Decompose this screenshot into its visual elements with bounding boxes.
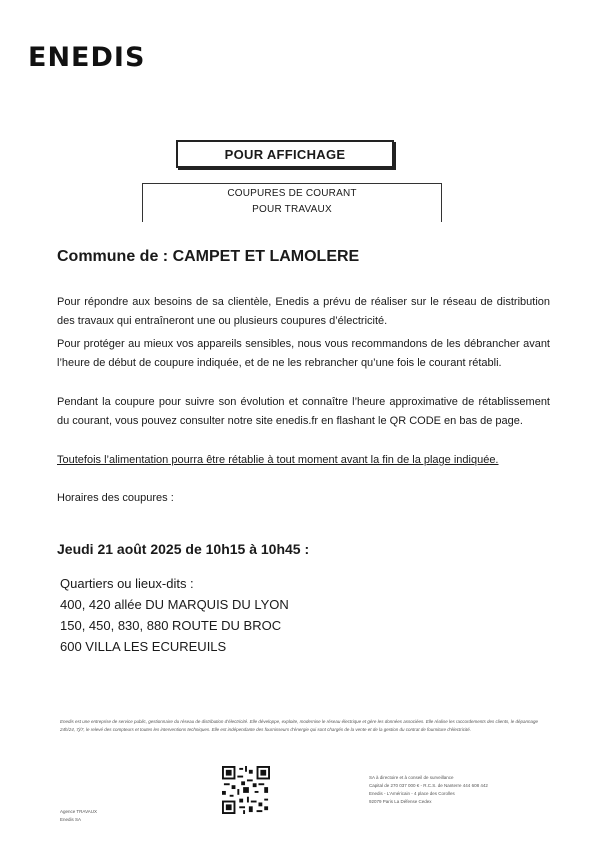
list-item: 400, 420 allée DU MARQUIS DU LYON	[60, 597, 289, 612]
paragraph-protect: Pour protéger au mieux vos appareils sensibles, nous vous recommandons de les débrancher avant l’heure de début de coupure indiquée, et de ne les rebrancher qu’une fois le courant rétabli.	[57, 338, 550, 369]
quartiers-list	[60, 573, 289, 657]
footer-right-line-4: 92079 Paris La Défense Cedex	[369, 799, 432, 804]
enedis-logo: ENEDIS	[28, 42, 146, 73]
footer-left-line-1: Agence TRAVAUX	[60, 809, 98, 814]
commune-title: Commune de : CAMPET ET LAMOLERE	[57, 248, 360, 265]
footer-left-line-2: Enedis SA	[60, 817, 82, 822]
qr-code-icon[interactable]	[222, 766, 270, 814]
posting-label: POUR AFFICHAGE	[224, 146, 346, 162]
notice-subtitle	[142, 186, 442, 218]
footer-agency	[60, 808, 97, 824]
list-item: 600 VILLA LES ECUREUILS	[60, 639, 227, 654]
legal-notice: Enedis est une entreprise de service public, gestionnaire du réseau de distribution d’électricité. Elle développe, exploite, modernise le réseau électrique et gère les données associées. Elle réalise les raccordements des clients, le dépannage 24h/24, 7j/7, le relevé des compteurs et toutes les interventions techniques. Elle est indépendante des fournisseurs d’énergie qui sont chargés de la vente et de la gestion du contrat de fourniture d’électricité.	[60, 719, 539, 732]
footer-right-line-1: SA à directoire et à conseil de surveillance	[369, 775, 454, 780]
paragraph-intro: Pour répondre aux besoins de sa clientèle, Enedis a prévu de réaliser sur le réseau de distribution des travaux qui entraîneront une ou plusieurs coupures d’électricité.	[57, 296, 550, 327]
footer-right-line-2: Capital de 270 037 000 € - R.C.S. de Nanterre 444 608 442	[369, 783, 488, 788]
quartiers-label: Quartiers ou lieux-dits :	[60, 576, 194, 591]
footer-right-line-3: Enedis - L’Américain - 4 place des Corolles	[369, 791, 455, 796]
outage-date-time: Jeudi 21 août 2025 de 10h15 à 10h45 :	[57, 541, 310, 557]
paragraph-follow: Pendant la coupure pour suivre son évolution et connaître l’heure approximative de rétablissement du courant, vous pouvez consulter notre site enedis.fr en flashant le QR CODE en bas de page.	[57, 396, 550, 427]
footer-company-info	[369, 774, 549, 806]
schedule-label: Horaires des coupures :	[57, 492, 174, 504]
subtitle-line-2: POUR TRAVAUX	[252, 204, 332, 215]
paragraph-restore-note: Toutefois l’alimentation pourra être rétablie à tout moment avant la fin de la plage indiquée.	[57, 454, 499, 466]
list-item: 150, 450, 830, 880 ROUTE DU BROC	[60, 618, 282, 633]
posting-label-box	[176, 140, 394, 168]
subtitle-line-1: COUPURES DE COURANT	[227, 188, 357, 199]
